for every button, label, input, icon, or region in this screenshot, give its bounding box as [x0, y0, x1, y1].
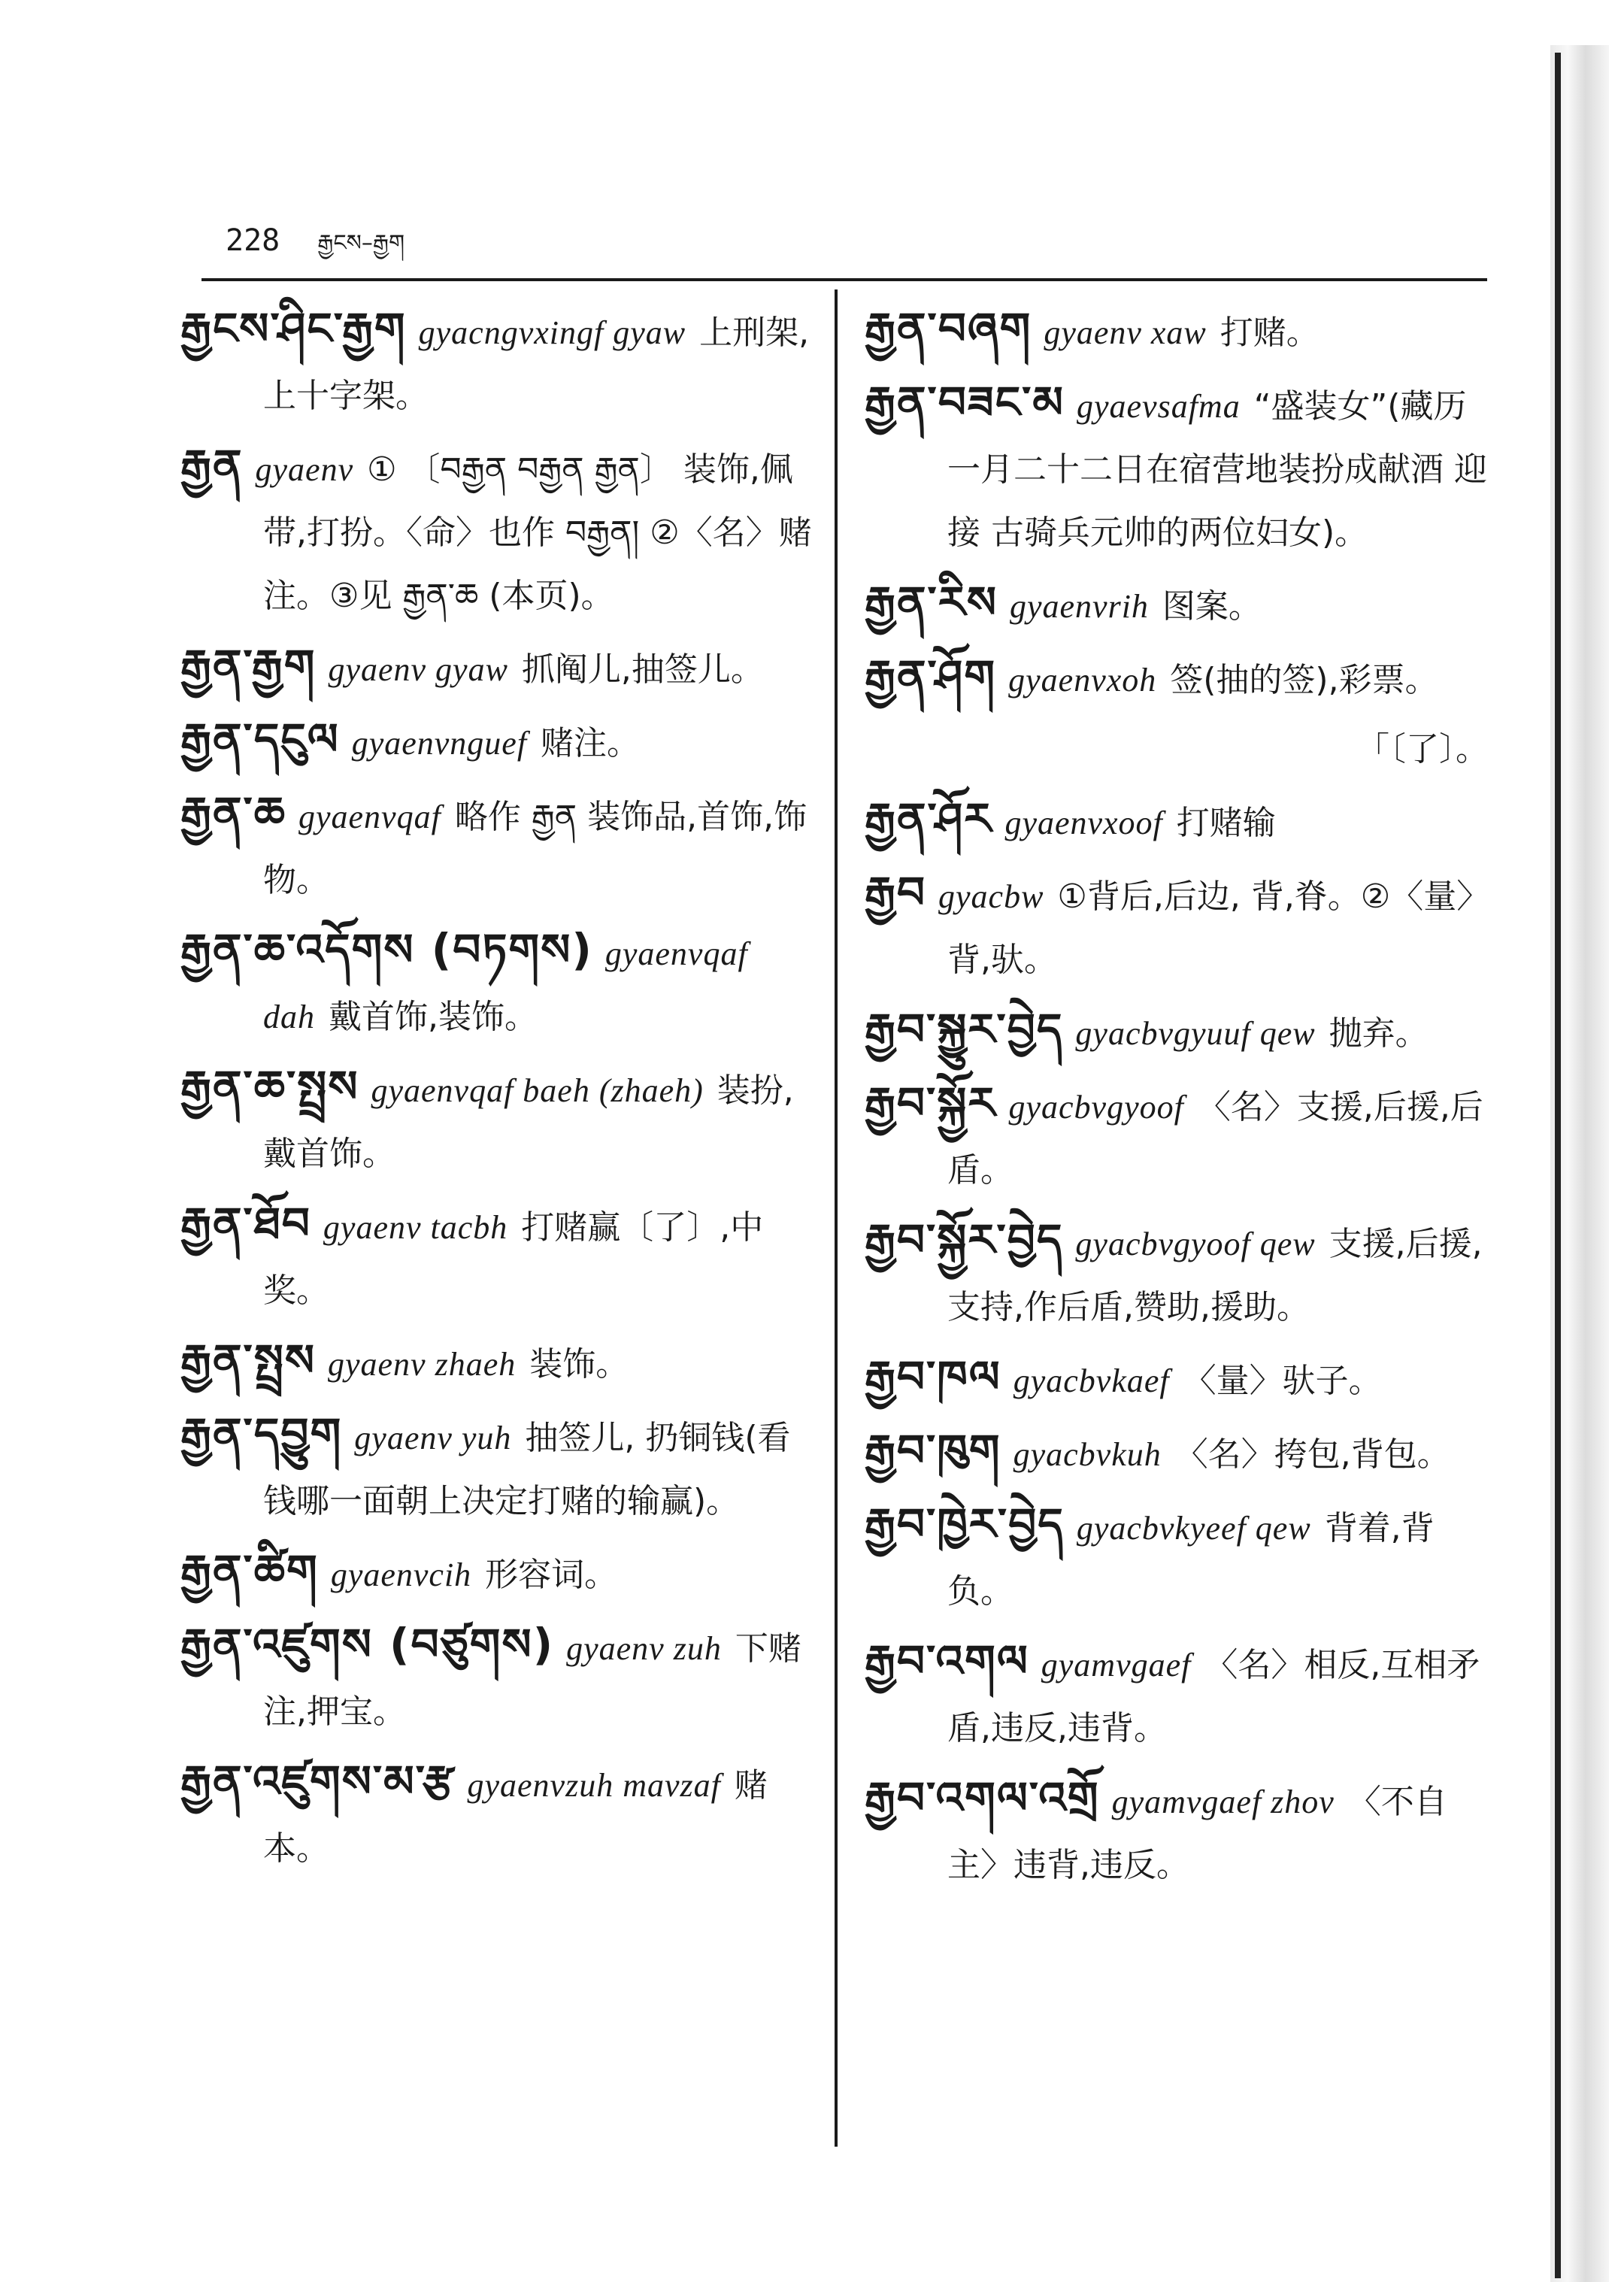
headword: རྒྱན་འཛུགས (བཙུགས)	[180, 1619, 555, 1670]
definition: 赌本。	[263, 1766, 768, 1868]
definition: 打赌输	[1176, 804, 1276, 842]
dictionary-entry	[865, 371, 1489, 565]
definition: “盛装女”(藏历一月二十二日在宿营地装扮成献酒 迎接 古骑兵元帅的两位妇女)。	[947, 387, 1487, 552]
dictionary-entry	[865, 297, 1489, 365]
dictionary-entry	[865, 998, 1489, 1065]
definition: 略作 རྒྱན 装饰品,首饰,饰物。	[263, 798, 807, 899]
romanization: gyamvgaef zhov	[1111, 1783, 1335, 1820]
romanization: gyaenvxoh	[1008, 662, 1157, 699]
definition: 戴首饰,装饰。	[329, 998, 538, 1036]
headword: རྒྱན་ཆ་སྤྲས	[180, 1061, 359, 1112]
romanization: gyaenv	[255, 451, 354, 488]
romanization: gyacbvgyuuf qew	[1075, 1015, 1316, 1052]
dictionary-entry	[865, 1345, 1489, 1413]
definition: 赌注。	[541, 724, 641, 762]
headword: རྒྱབ་སྐྱོར	[865, 1077, 997, 1129]
romanization: gyaenvqaf dah	[263, 935, 748, 1035]
dictionary-entry	[180, 297, 820, 428]
right-column	[865, 297, 1489, 1903]
dictionary-entry	[865, 1071, 1489, 1202]
dictionary-entry	[180, 1192, 820, 1323]
dictionary-entry	[180, 781, 820, 912]
dictionary-entry	[180, 1402, 820, 1533]
headword: རྒྱན་ཆ	[180, 787, 286, 838]
definition: 抛弃。	[1329, 1014, 1429, 1053]
dictionary-entry	[180, 1055, 820, 1186]
dictionary-entry	[865, 644, 1489, 712]
dictionary-entry	[865, 787, 1489, 855]
binding-edge-line	[1555, 53, 1561, 2278]
page-number: 228	[226, 223, 280, 258]
romanization: gyaenv zhaeh	[328, 1346, 517, 1383]
definition: 上刑架,上十字架。	[263, 314, 810, 415]
definition: 图案。	[1162, 587, 1262, 626]
romanization: gyacbvkaef	[1013, 1362, 1170, 1399]
headword: རྒྱབ་སྐྱུར་བྱེད	[865, 1004, 1064, 1055]
romanization: gyacbvkyeef qew	[1076, 1510, 1311, 1547]
dictionary-entry	[180, 1329, 820, 1396]
headword: རྒྱན	[180, 440, 244, 491]
headword: རྒྱན་རྒྱག	[180, 640, 317, 691]
dictionary-entry	[865, 1419, 1489, 1486]
definition: 打赌。	[1220, 314, 1320, 352]
continuation-fragment	[865, 718, 1489, 781]
definition: 背着,背负。	[947, 1509, 1435, 1611]
romanization: gyacbvgyoof qew	[1075, 1226, 1316, 1262]
dictionary-entry	[865, 1208, 1489, 1339]
romanization: gyaenv xaw	[1044, 314, 1207, 351]
definition: 〈名〉挎包,背包。	[1174, 1435, 1450, 1474]
headword: རྒྱན་སྤྲས	[180, 1335, 316, 1386]
romanization: gyaenvxoof	[1004, 805, 1163, 841]
column-divider	[835, 289, 838, 2147]
definition: 〈量〉驮子。	[1183, 1362, 1382, 1400]
definition: 打赌赢〔了〕,中奖。	[263, 1208, 764, 1310]
headword: རྒྱབ་སྐྱོར་བྱེད	[865, 1214, 1064, 1265]
headword: རྒྱབ་ཁྱེར་བྱེད	[865, 1499, 1065, 1550]
headword: རྒྱབ་འགལ་འགྲོ	[865, 1772, 1100, 1823]
dictionary-entry	[180, 918, 820, 1049]
romanization: gyaenvnguef	[351, 725, 528, 762]
dictionary-entry	[865, 1493, 1489, 1623]
headword: རྒྱན་བཞག	[865, 303, 1032, 354]
definition: 〈名〉相反,互相矛盾,违反,违背。	[947, 1646, 1480, 1747]
headword: རྒྱན་ཐོབ	[180, 1198, 311, 1249]
headword: རྒྱན་ཤོག	[865, 650, 997, 702]
romanization: gyacbw	[938, 878, 1044, 915]
definition: 装饰。	[529, 1345, 629, 1383]
romanization: gyaenvcih	[330, 1556, 472, 1593]
romanization: gyaenvzuh mavzaf	[467, 1767, 721, 1804]
headword: རྒྱན་ཆ་འདོགས (བཏགས)	[180, 924, 593, 975]
headword: རྒྱབ	[865, 867, 927, 918]
romanization: gyaenv zuh	[566, 1630, 722, 1667]
romanization: gyaevsafma	[1076, 388, 1241, 425]
dictionary-entry	[180, 434, 820, 628]
dictionary-entry	[180, 634, 820, 702]
romanization: gyaenv gyaw	[328, 651, 508, 688]
dictionary-entry	[865, 861, 1489, 992]
headword: རྒྱན་དབྱུག	[180, 1408, 343, 1459]
headword: རྒྱན་བཟང་མ	[865, 377, 1065, 428]
definition: 下赌注,押宝。	[263, 1629, 801, 1731]
page-header	[226, 218, 404, 281]
dictionary-entry	[865, 1629, 1489, 1760]
headword: རྒྱངས་ཤིང་རྒྱག	[180, 303, 407, 354]
romanization: gyaenvrih	[1009, 588, 1149, 625]
dictionary-entry	[180, 1613, 820, 1744]
romanization: gyacbvgyoof	[1008, 1089, 1184, 1126]
definition: 「〔了〕。	[1356, 730, 1489, 768]
definition: 抓阄儿,抽签儿。	[521, 650, 764, 689]
header-rule	[201, 278, 1487, 281]
definition: 抽签儿, 扔铜钱(看钱哪一面朝上决定打赌的输赢)。	[263, 1419, 791, 1520]
headword: རྒྱན་རིས	[865, 577, 998, 628]
headword: རྒྱབ་འགལ	[865, 1635, 1029, 1686]
dictionary-entry	[180, 1539, 820, 1607]
definition: 支援,后援,支持,作后盾,赞助,援助。	[947, 1225, 1483, 1326]
romanization: gyacbvkuh	[1013, 1436, 1162, 1473]
dictionary-entry	[865, 1766, 1489, 1897]
definition: 〈名〉支援,后援,后盾。	[947, 1088, 1483, 1189]
romanization: gyaenv yuh	[354, 1420, 512, 1456]
headword: རྒྱན་ཤོར	[865, 793, 993, 844]
headword: རྒྱན་འཛུགས་མ་རྩ	[180, 1756, 456, 1807]
definition: 装扮,戴首饰。	[263, 1071, 794, 1173]
dictionary-entry	[865, 571, 1489, 638]
romanization: gyaenv tacbh	[323, 1209, 508, 1246]
definition: 形容词。	[485, 1556, 618, 1594]
running-head: རྒྱངས–རྒྱག	[317, 230, 405, 256]
definition: ① 〔བརྒྱན བརྒྱན རྒྱན〕 装饰,佩带,打扮。〈命〉也作 བརྒྱན། ②〈名〉赌注。③见 རྒྱན་ཆ (本页)。	[263, 450, 812, 615]
romanization: gyaenvqaf baeh (zhaeh)	[371, 1072, 704, 1109]
left-column	[180, 297, 820, 1887]
definition: 签(抽的签),彩票。	[1170, 661, 1438, 699]
headword: རྒྱན་དངུལ	[180, 714, 340, 765]
romanization: gyacngvxingf gyaw	[418, 314, 686, 351]
headword: རྒྱབ་ཁུག	[865, 1425, 1001, 1476]
romanization: gyaenvqaf	[298, 799, 441, 835]
definition: 〈不自主〉违背,违反。	[947, 1783, 1447, 1884]
dictionary-entry	[180, 708, 820, 775]
definition: ①背后,后边, 背,脊。②〈量〉背,驮。	[947, 877, 1474, 979]
headword: རྒྱབ་ཁལ	[865, 1351, 1001, 1402]
dictionary-entry	[180, 1750, 820, 1880]
romanization: gyamvgaef	[1041, 1647, 1192, 1683]
headword: རྒྱན་ཚིག	[180, 1545, 319, 1596]
